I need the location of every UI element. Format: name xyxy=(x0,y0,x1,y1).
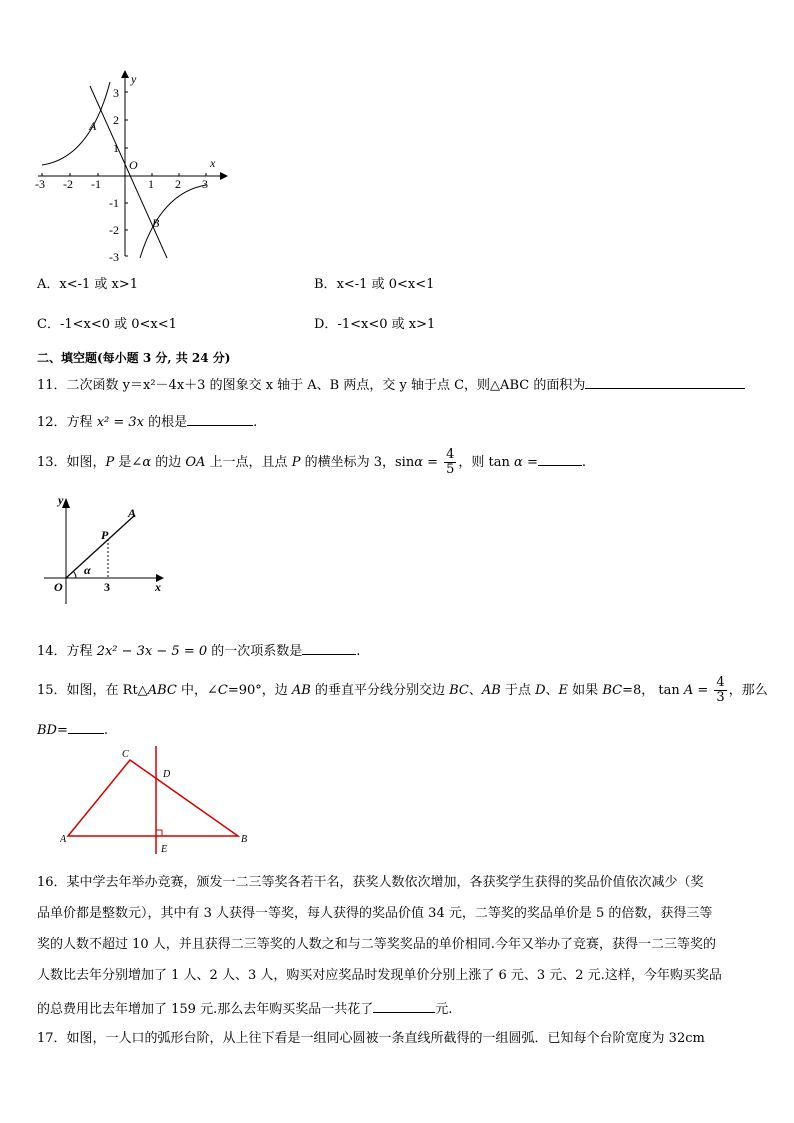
question-16-line-2: 品单价都是整数元），其中有 3 人获得一等奖，每人获得的奖品价值 34 元，二等奖的奖品单价是 5 的倍数，获得三等 xyxy=(37,906,713,921)
function-graph xyxy=(30,68,230,266)
fraction-4-5: $\frac{4}{5}$ xyxy=(446,447,455,477)
y-tick-label: 3 xyxy=(113,86,119,100)
point-e-label: E xyxy=(161,844,168,855)
question-16-line-4: 人数比去年分别增加了 1 人、2 人、3 人，购买对应奖品时发现单价分别上涨了 6 元、3 元、2 元.这样，今年购买奖品 xyxy=(37,968,722,983)
y-axis-label: y xyxy=(58,494,64,507)
hyperbola-branch-left xyxy=(42,82,110,165)
x-tick-label: 2 xyxy=(175,177,181,191)
triangle-abc xyxy=(68,760,238,836)
option-d: D．-1<x<0 或 x>1 xyxy=(314,317,436,332)
point-a-label: A xyxy=(89,119,97,133)
tick-3-label: 3 xyxy=(104,580,110,594)
question-16-line-1: 16．某中学去年举办竞赛，颁发一二三等奖各若干名，获奖人数依次增加，各获奖学生获得的奖品价值依次减少（奖 xyxy=(37,875,704,890)
point-b-label: B xyxy=(241,834,248,845)
x-tick-label: -2 xyxy=(63,177,73,191)
triangle-diagram xyxy=(60,744,260,856)
right-angle-mark xyxy=(156,830,162,836)
ray-oa xyxy=(66,515,135,578)
option-b: B．x<-1 或 0<x<1 xyxy=(314,277,435,292)
point-a-label: A xyxy=(60,834,67,845)
y-tick-label: 2 xyxy=(113,113,119,127)
option-a: A．x<-1 或 x>1 xyxy=(37,277,139,292)
angle-diagram xyxy=(40,494,170,606)
hyperbola-branch-right xyxy=(140,185,206,258)
y-tick-label: 1 xyxy=(113,141,119,155)
question-11: 11．二次函数 y＝x²－4x＋3 的图象交 x 轴于 A、B 两点，交 y 轴于点 C，则△ABC 的面积为 xyxy=(37,375,745,394)
point-c-label: C xyxy=(122,749,129,760)
section-title: 二、填空题(每小题 3 分, 共 24 分) xyxy=(37,351,231,365)
angle-arc xyxy=(73,571,76,578)
y-tick-label: -3 xyxy=(109,250,119,264)
origin-label: O xyxy=(54,580,63,594)
x-tick-label: 1 xyxy=(148,177,154,191)
alpha-label: α xyxy=(84,563,91,577)
x-tick-label: -3 xyxy=(35,177,45,191)
x-axis-label: x xyxy=(155,580,161,594)
y-tick-label: -1 xyxy=(109,196,119,210)
x-axis-label: x xyxy=(210,156,216,170)
question-14: 14．方程 2x² − 3x − 5 = 0 的一次项系数是 . xyxy=(37,641,360,660)
origin-label: O xyxy=(129,158,138,172)
question-17: 17．如图，一人口的弧形台阶，从上往下看是一组同心圆被一条直线所截得的一组圆弧．已知每个台阶宽度为 32cm xyxy=(37,1031,705,1046)
point-p-label: P xyxy=(101,528,109,542)
y-tick-label: -2 xyxy=(109,223,119,237)
question-12: 12．方程 x² = 3x 的根是 . xyxy=(37,412,257,431)
x-tick-label: -1 xyxy=(91,177,101,191)
option-c: C．-1<x<0 或 0<x<1 xyxy=(37,317,177,332)
point-a-label: A xyxy=(128,506,137,520)
question-13: 13．如图，P 是∠α 的边 OA 上一点，且点 P 的横坐标为 3，sinα = $\frac{4}{5}$ ，则 tan α = . xyxy=(37,447,586,477)
question-15-line-2: BD= . xyxy=(37,720,108,739)
question-16-line-5: 的总费用比去年增加了 159 元.那么去年购买奖品一共花了 元. xyxy=(37,999,452,1018)
fraction-4-3: $\frac{4}{3}$ xyxy=(716,675,725,705)
point-d-label: D xyxy=(163,769,171,780)
question-15-line-1: 15．如图，在 Rt△ABC 中，∠C=90°，边 AB 的垂直平分线分别交边 BC、AB 于点 D、E 如果 BC=8， tan A = $\frac{4}{3}$ ，那么 xyxy=(37,675,768,705)
y-axis-label: y xyxy=(131,72,137,86)
x-tick-label: 3 xyxy=(202,177,208,191)
question-16-line-3: 奖的人数不超过 10 人，并且获得二三等奖的人数之和与二等奖奖品的单价相同.今年又举办了竞赛，获得一二三等奖的 xyxy=(37,937,716,952)
point-b-label: B xyxy=(152,216,160,230)
straight-line xyxy=(90,86,167,258)
